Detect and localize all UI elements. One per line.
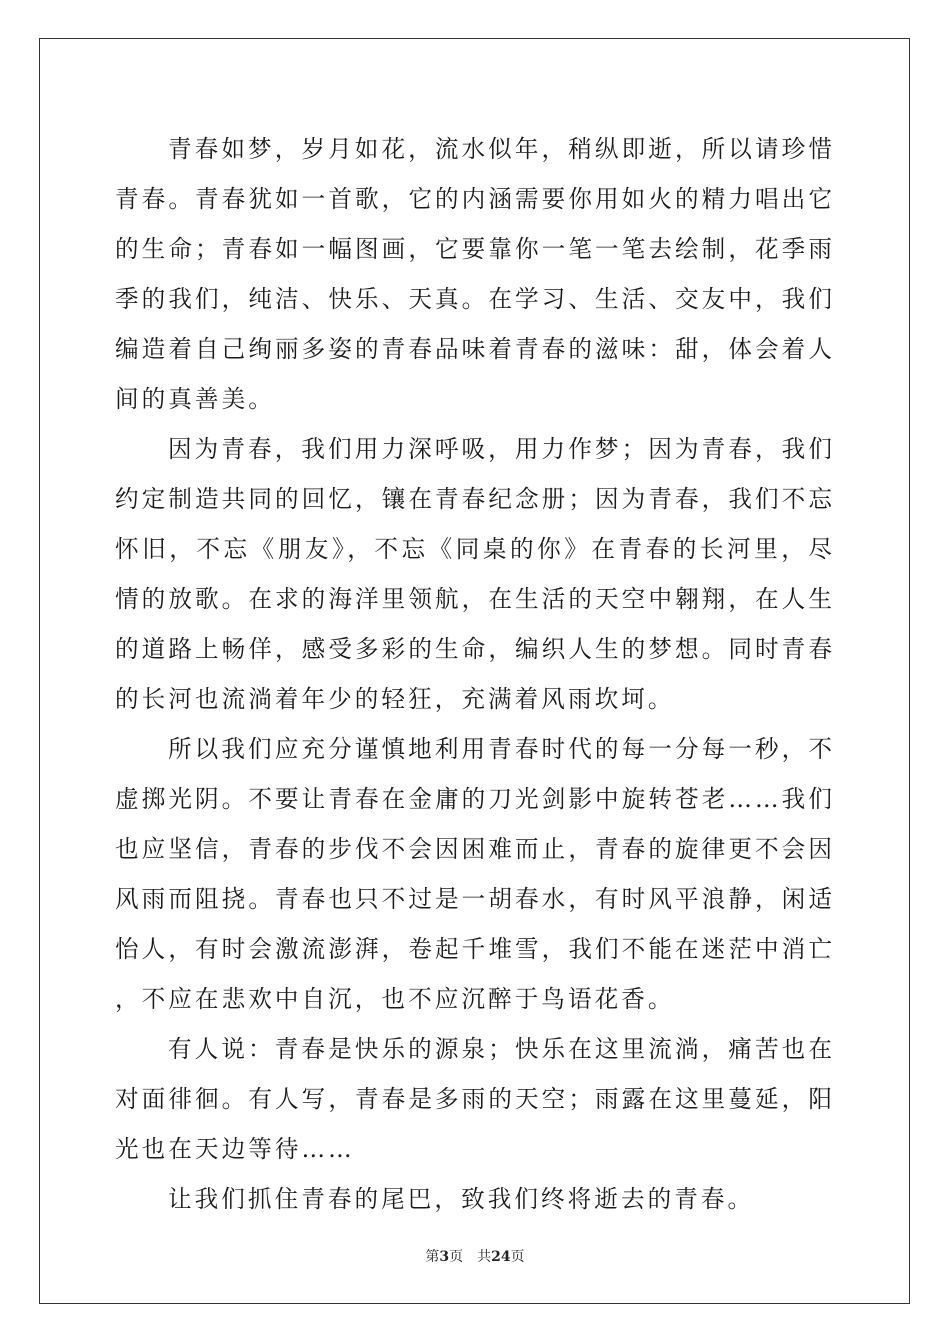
page-prefix: 第 [425,1249,440,1265]
current-page-number: 3 [439,1249,450,1265]
paragraph-3: 所以我们应充分谨慎地利用青春时代的每一分每一秒，不虚掷光阴。不要让青春在金庸的刀光剑影中旋转苍老……我们也应坚信，青春的步伐不会因困难而止，青春的旋律更不会因风雨而阻挠。青春也只不过是一胡春水，有时风平浪静，闲适怡人，有时会激流澎湃，卷起千堆雪，我们不能在迷茫中消亡，不应在悲欢中自沉，也不应沉醉于鸟语花香。 [115,735,835,1013]
page-suffix: 页 [449,1249,464,1265]
page-footer [0,1247,950,1267]
paragraph-5: 让我们抓住青春的尾巴，致我们终将逝去的青春。 [168,1185,755,1213]
total-prefix: 共 [477,1249,492,1265]
paragraph-4: 有人说：青春是快乐的源泉；快乐在这里流淌，痛苦也在对面徘徊。有人写，青春是多雨的天空；雨露在这里蔓延，阳光也在天边等待…… [115,1035,835,1163]
document-body [115,124,835,1224]
total-page-number: 24 [491,1249,511,1265]
total-suffix: 页 [510,1249,525,1265]
paragraph-1: 青春如梦，岁月如花，流水似年，稍纵即逝，所以请珍惜青春。青春犹如一首歌，它的内涵需要你用如火的精力唱出它的生命；青春如一幅图画，它要靠你一笔一笔去绘制，花季雨季的我们，纯洁、快乐、天真。在学习、生活、交友中，我们编造着自己绚丽多姿的青春品味着青春的滋味：甜，体会着人间的真善美。 [115,135,835,413]
paragraph-2: 因为青春，我们用力深呼吸，用力作梦；因为青春，我们约定制造共同的回忆，镶在青春纪念册；因为青春，我们不忘怀旧，不忘《朋友》，不忘《同桌的你》在青春的长河里，尽情的放歌。在求的海洋里领航，在生活的天空中翱翔，在人生的道路上畅佯，感受多彩的生命，编织人生的梦想。同时青春的长河也流淌着年少的轻狂，充满着风雨坎坷。 [115,435,835,713]
